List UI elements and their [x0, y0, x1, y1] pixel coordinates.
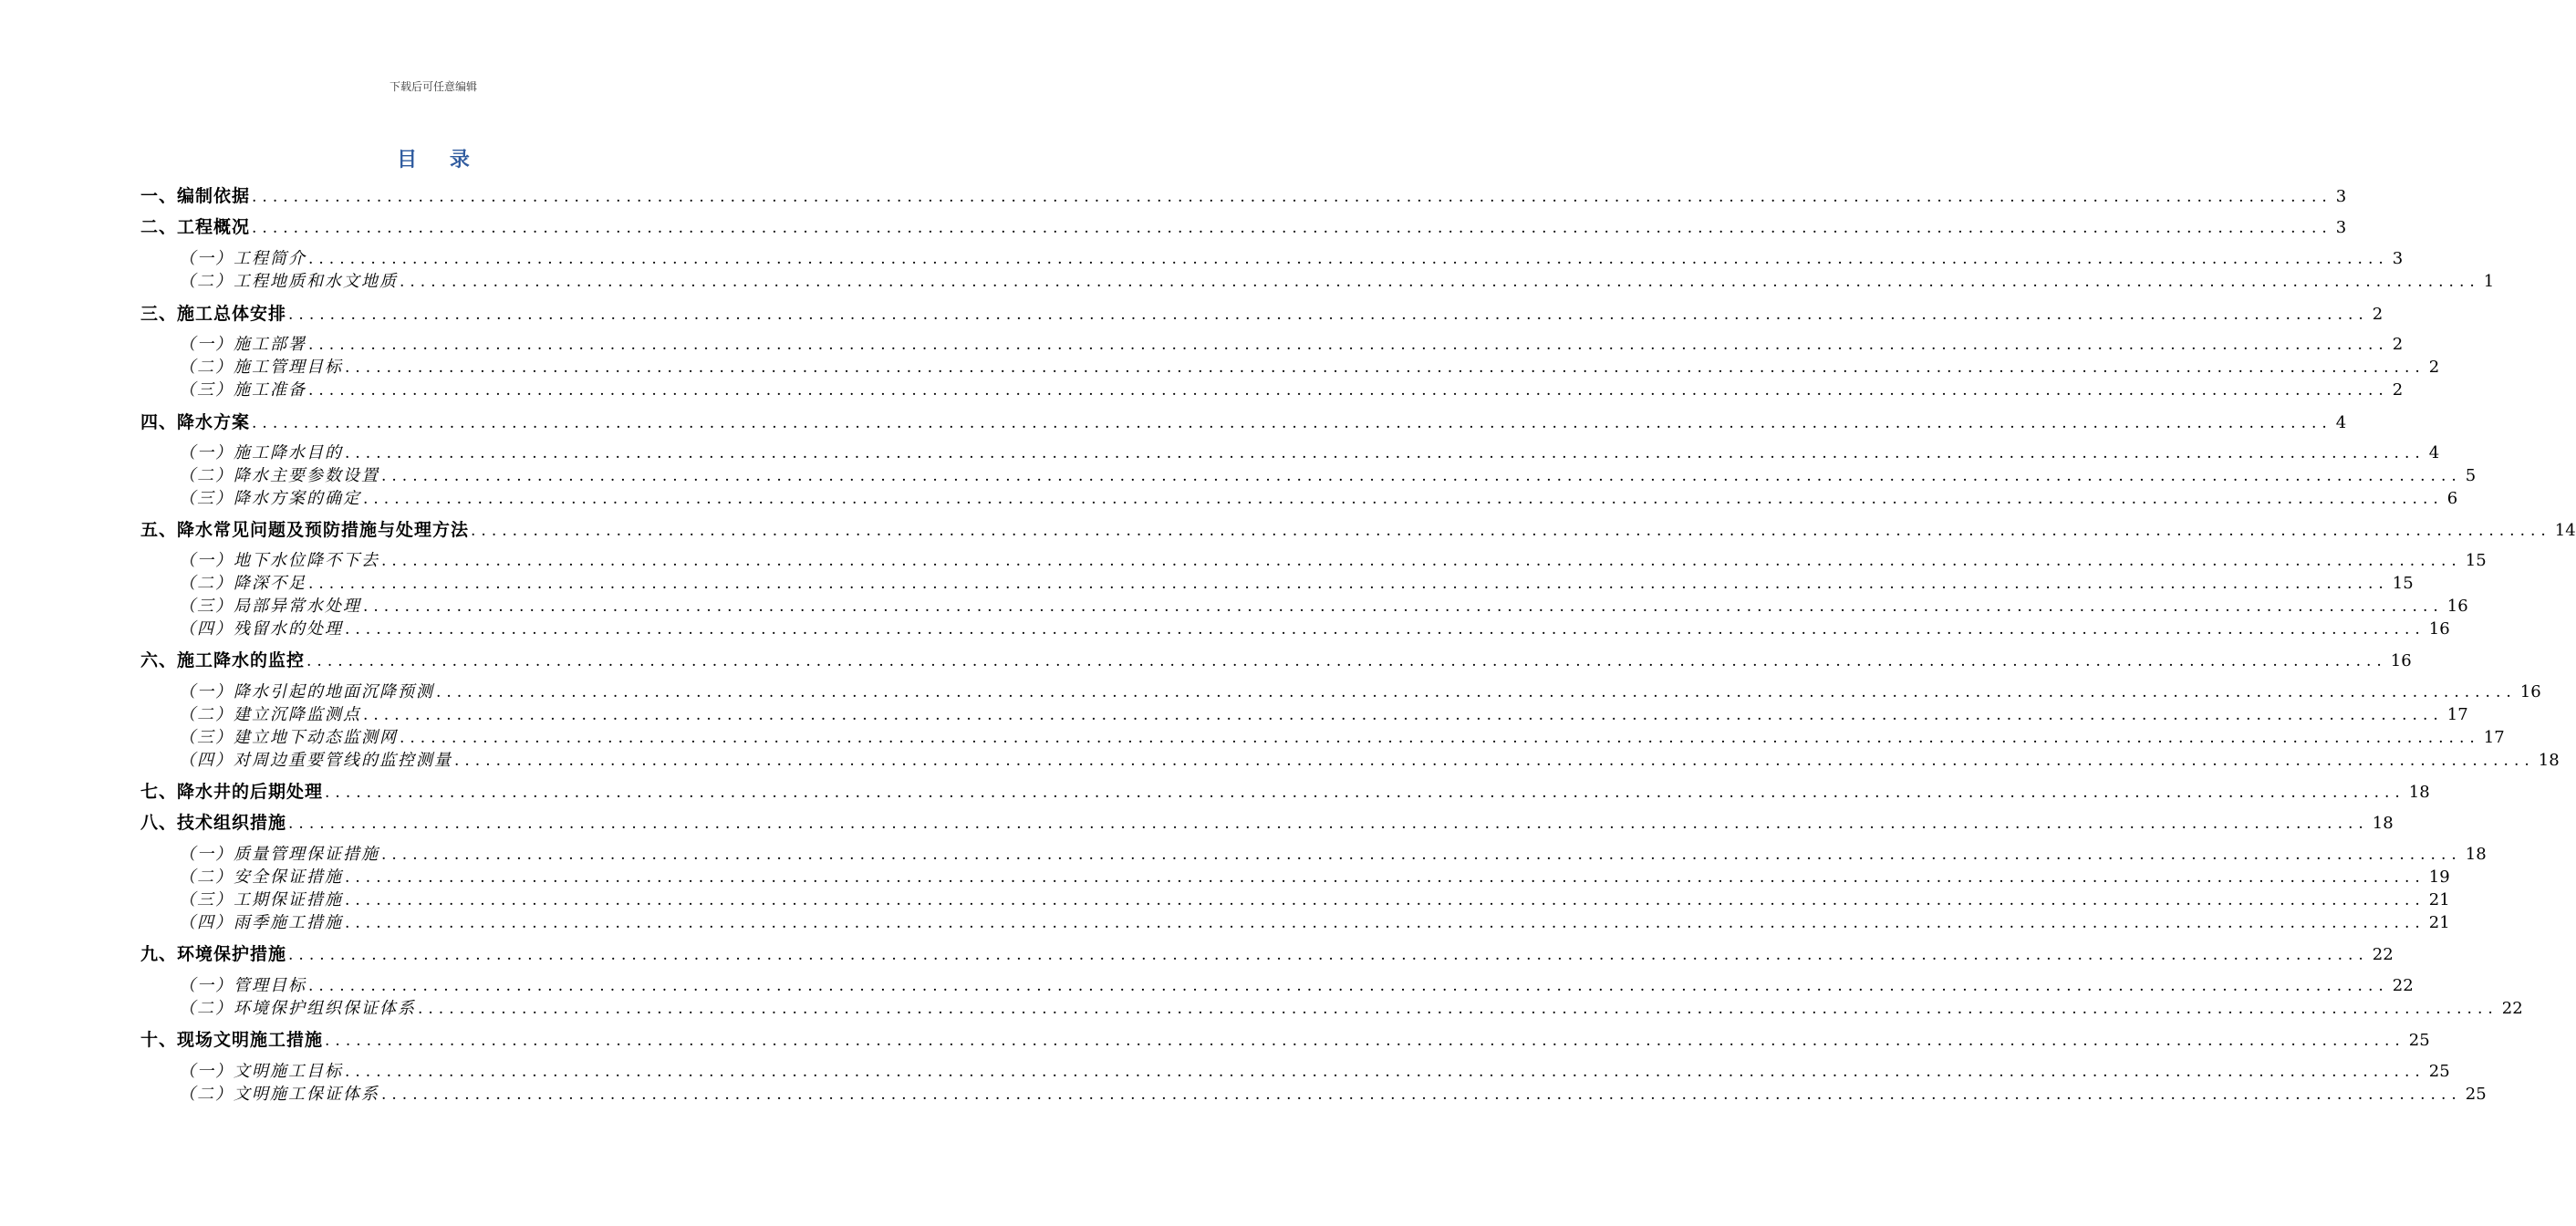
toc-entry-page-number: 15 [2465, 551, 2487, 570]
toc-leader-dots: ........................................................................................................................................................................................................ [308, 336, 2389, 354]
toc-leader-dots: ........................................................................................................................................................................................................ [418, 1000, 2498, 1018]
toc-entry-label: （二）建立沉降监测点 [179, 705, 361, 724]
toc-leader-dots: ........................................................................................................................................................................................................ [381, 552, 2462, 570]
toc-entry-label: （一）管理目标 [179, 976, 306, 995]
toc-entry-label: （四）雨季施工措施 [179, 913, 343, 932]
toc-entry-page-number: 4 [2335, 413, 2347, 432]
toc-entry-label: 六、施工降水的监控 [140, 650, 306, 670]
toc-leader-dots: ........................................................................................................................................................................................................ [381, 1086, 2462, 1104]
toc-leader-dots: ........................................................................................................................................................................................................ [308, 381, 2389, 400]
toc-entry[interactable] [179, 593, 2468, 616]
toc-leader-dots: ........................................................................................................................................................................................................ [381, 467, 2462, 485]
toc-entry[interactable] [179, 841, 2487, 864]
toc-leader-dots: ........................................................................................................................................................................................................ [288, 815, 2369, 833]
toc-leader-dots: ........................................................................................................................................................................................................ [400, 729, 2480, 747]
toc-entry-label: （二）安全保证措施 [179, 868, 343, 887]
toc-entry-label: （三）施工准备 [179, 380, 306, 400]
toc-entry-label: 三、施工总体安排 [140, 304, 287, 324]
toc-leader-dots: ........................................................................................................................................................................................................ [252, 414, 2332, 432]
toc-entry-page-number: 18 [2465, 845, 2487, 864]
toc-entry-page-number: 21 [2428, 890, 2450, 909]
toc-entry[interactable] [179, 547, 2487, 570]
toc-entry-label: （二）施工管理目标 [179, 358, 343, 377]
toc-entry-page-number: 16 [2519, 682, 2541, 701]
toc-entry[interactable] [179, 377, 2404, 400]
toc-entry[interactable] [140, 1026, 2430, 1050]
toc-entry-page-number: 15 [2392, 574, 2414, 593]
toc-entry-page-number: 6 [2446, 489, 2458, 508]
toc-leader-dots: ........................................................................................................................................................................................................ [345, 358, 2425, 377]
toc-leader-dots: ........................................................................................................................................................................................................ [345, 914, 2425, 932]
toc-entry-page-number: 16 [2428, 619, 2450, 639]
toc-entry-label: 一、编制依据 [140, 186, 251, 206]
toc-leader-dots: ........................................................................................................................................................................................................ [252, 219, 2332, 237]
toc-entry-page-number: 2 [2392, 380, 2404, 400]
toc-leader-dots: ........................................................................................................................................................................................................ [288, 306, 2369, 324]
toc-leader-dots: ........................................................................................................................................................................................................ [345, 1063, 2425, 1081]
toc-entry-page-number: 2 [2428, 358, 2440, 377]
toc-entry-page-number: 18 [2538, 751, 2560, 770]
toc-entry[interactable] [179, 864, 2450, 887]
toc-entry-page-number: 19 [2428, 868, 2450, 887]
toc-entry-label: （二）文明施工保证体系 [179, 1085, 379, 1104]
toc-entry-label: （四）对周边重要管线的监控测量 [179, 751, 452, 770]
toc-entry-label: 二、工程概况 [140, 217, 251, 237]
toc-entry-label: 十、现场文明施工措施 [140, 1030, 324, 1050]
toc-leader-dots: ........................................................................................................................................................................................................ [454, 752, 2535, 770]
toc-entry-page-number: 22 [2501, 999, 2523, 1018]
toc-entry[interactable] [179, 485, 2458, 508]
toc-entry-page-number: 3 [2335, 187, 2347, 206]
toc-entry[interactable] [179, 440, 2440, 462]
toc-leader-dots: ........................................................................................................................................................................................................ [308, 977, 2389, 995]
toc-entry-label: （一）降水引起的地面沉降预测 [179, 682, 434, 701]
toc-entry-page-number: 22 [2372, 945, 2394, 964]
toc-entry-label: （二）降水主要参数设置 [179, 466, 379, 485]
toc-leader-dots: ........................................................................................................................................................................................................ [306, 652, 2387, 670]
toc-entry-page-number: 25 [2408, 1031, 2430, 1050]
toc-entry[interactable] [140, 647, 2412, 670]
toc-entry[interactable] [179, 570, 2414, 593]
toc-entry-label: （三）建立地下动态监测网 [179, 728, 398, 747]
toc-entry-label: （二）降深不足 [179, 574, 306, 593]
toc-entry-page-number: 22 [2392, 976, 2414, 995]
toc-entry-label: （一）工程简介 [179, 249, 306, 268]
toc-entry-label: 五、降水常见问题及预防措施与处理方法 [140, 520, 470, 540]
toc-entry[interactable] [179, 972, 2414, 995]
toc-entry[interactable] [179, 268, 2495, 291]
toc-leader-dots: ........................................................................................................................................................................................................ [471, 522, 2551, 540]
toc-entry-label: （四）残留水的处理 [179, 619, 343, 639]
toc-entry-page-number: 5 [2465, 466, 2477, 485]
toc-entry-label: （三）工期保证措施 [179, 890, 343, 909]
toc-entry[interactable] [140, 809, 2394, 833]
toc-entry[interactable] [179, 909, 2450, 932]
toc-entry[interactable] [179, 679, 2541, 701]
toc-entry-label: （三）降水方案的确定 [179, 489, 361, 508]
toc-entry-label: 七、降水井的后期处理 [140, 782, 324, 802]
toc-entry[interactable] [140, 778, 2430, 802]
toc-entry-label: （二）环境保护组织保证体系 [179, 999, 416, 1018]
toc-entry-page-number: 1 [2483, 272, 2495, 291]
toc-entry-page-number: 18 [2372, 814, 2394, 833]
toc-entry[interactable] [140, 516, 2576, 540]
toc-leader-dots: ........................................................................................................................................................................................................ [363, 490, 2444, 508]
toc-leader-dots: ........................................................................................................................................................................................................ [345, 620, 2425, 639]
toc-entry-label: （三）局部异常水处理 [179, 597, 361, 616]
toc-leader-dots: ........................................................................................................................................................................................................ [436, 683, 2517, 701]
toc-entry[interactable] [179, 354, 2440, 377]
toc-entry-page-number: 21 [2428, 913, 2450, 932]
toc-leader-dots: ........................................................................................................................................................................................................ [345, 444, 2425, 462]
toc-entry-page-number: 25 [2428, 1062, 2450, 1081]
toc-entry-page-number: 2 [2372, 305, 2384, 324]
toc-leader-dots: ........................................................................................................................................................................................................ [345, 868, 2425, 887]
toc-entry-label: （一）文明施工目标 [179, 1062, 343, 1081]
toc-leader-dots: ........................................................................................................................................................................................................ [308, 575, 2389, 593]
page-header-note: 下载后可任意编辑 [389, 80, 477, 93]
toc-entry-page-number: 18 [2408, 783, 2430, 802]
toc-leader-dots: ........................................................................................................................................................................................................ [325, 784, 2405, 802]
toc-entry-page-number: 3 [2335, 218, 2347, 237]
toc-entry-label: （一）质量管理保证措施 [179, 845, 379, 864]
toc-entry-page-number: 17 [2446, 705, 2468, 724]
toc-leader-dots: ........................................................................................................................................................................................................ [252, 188, 2332, 206]
toc-entry-label: （一）施工降水目的 [179, 443, 343, 462]
toc-leader-dots: ........................................................................................................................................................................................................ [345, 891, 2425, 909]
toc-title: 目 录 [397, 149, 483, 171]
toc-entry[interactable] [179, 331, 2404, 354]
toc-entry[interactable] [140, 409, 2347, 432]
toc-leader-dots: ........................................................................................................................................................................................................ [325, 1032, 2405, 1050]
toc-entry[interactable] [179, 701, 2468, 724]
toc-leader-dots: ........................................................................................................................................................................................................ [363, 597, 2444, 616]
toc-entry[interactable] [140, 940, 2394, 964]
toc-leader-dots: ........................................................................................................................................................................................................ [288, 946, 2369, 964]
toc-entry[interactable] [179, 1081, 2487, 1104]
toc-entry-label: （一）地下水位降不下去 [179, 551, 379, 570]
toc-entry[interactable] [179, 616, 2450, 639]
toc-entry[interactable] [140, 213, 2347, 237]
toc-entry-label: （二）工程地质和水文地质 [179, 272, 398, 291]
toc-entry-page-number: 4 [2428, 443, 2440, 462]
toc-leader-dots: ........................................................................................................................................................................................................ [400, 273, 2480, 291]
toc-entry-page-number: 3 [2392, 249, 2404, 268]
toc-entry[interactable] [140, 182, 2347, 206]
toc-entry-page-number: 14 [2554, 521, 2576, 540]
toc-entry-label: 四、降水方案 [140, 412, 251, 432]
toc-leader-dots: ........................................................................................................................................................................................................ [308, 250, 2389, 268]
toc-entry-label: （一）施工部署 [179, 335, 306, 354]
toc-entry[interactable] [179, 1058, 2450, 1081]
toc-entry-page-number: 25 [2465, 1085, 2487, 1104]
toc-entry[interactable] [179, 724, 2505, 747]
toc-entry[interactable] [179, 462, 2477, 485]
toc-entry-page-number: 17 [2483, 728, 2505, 747]
toc-entry[interactable] [140, 300, 2384, 324]
toc-leader-dots: ........................................................................................................................................................................................................ [381, 846, 2462, 864]
toc-entry[interactable] [179, 995, 2523, 1018]
toc-entry[interactable] [179, 747, 2560, 770]
toc-entry[interactable] [179, 245, 2404, 268]
toc-entry-label: 八、技术组织措施 [140, 813, 287, 833]
toc-entry-label: 九、环境保护措施 [140, 944, 287, 964]
toc-entry-page-number: 16 [2390, 651, 2412, 670]
toc-entry-page-number: 2 [2392, 335, 2404, 354]
toc-leader-dots: ........................................................................................................................................................................................................ [363, 706, 2444, 724]
toc-entry[interactable] [179, 887, 2450, 909]
toc-entry-page-number: 16 [2446, 597, 2468, 616]
